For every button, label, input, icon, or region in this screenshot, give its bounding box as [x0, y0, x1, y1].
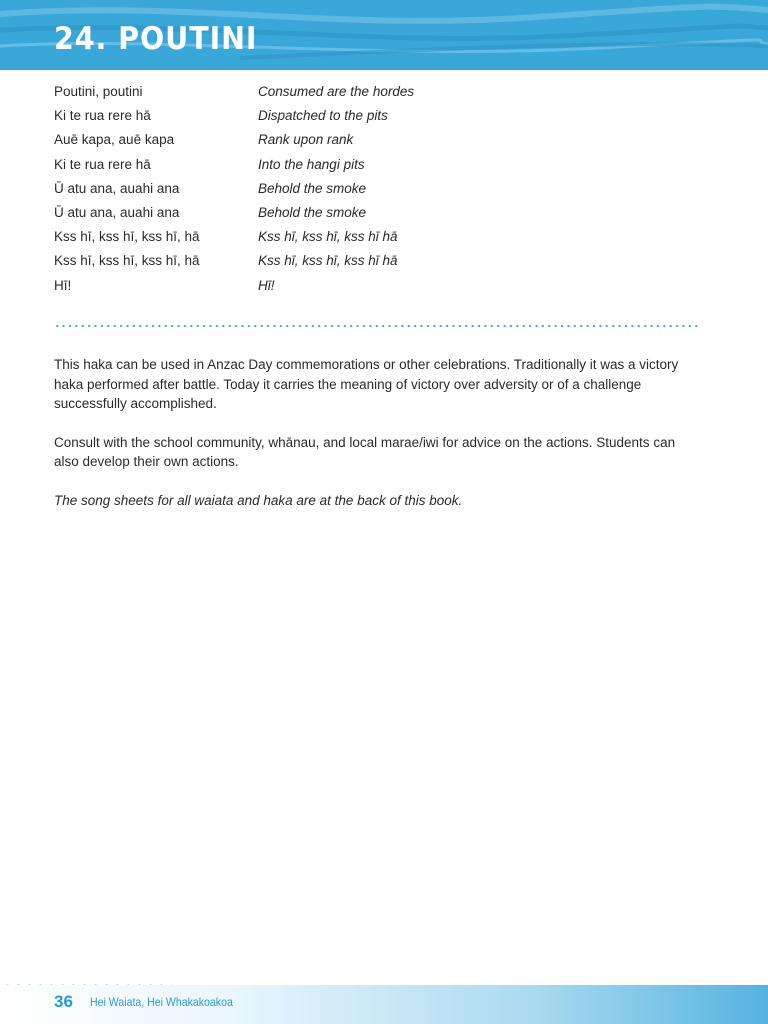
maori-line: Poutini, poutini	[54, 84, 143, 99]
english-line: Into the hangi pits	[258, 156, 365, 172]
english-line: Behold the smoke	[258, 180, 367, 196]
page-title: 24. POUTINI	[54, 21, 258, 57]
maori-line: Ū atu ana, auahi ana	[54, 180, 180, 196]
english-line: Kss hī, kss hī, kss hī hā	[258, 229, 398, 245]
dotted-divider	[54, 324, 699, 328]
lyric-row	[54, 227, 704, 251]
english-line: Kss hī, kss hī, kss hī hā	[258, 253, 398, 269]
lyric-row	[54, 251, 704, 275]
page-footer	[0, 985, 768, 1024]
lyrics-table	[54, 82, 704, 300]
english-line: Hī!	[258, 277, 275, 293]
notes-paragraph-usage: This haka can be used in Anzac Day commemorations or other celebrations. Traditionally it was a victory haka performed after battle. Today it carries the meaning of victory over adversity or of a challenge successfully accomplished.	[54, 357, 679, 411]
maori-line: Auē kapa, auē kapa	[54, 132, 175, 148]
maori-line: Ū atu ana, auahi ana	[54, 204, 180, 220]
maori-line: Ki te rua rere hā	[54, 108, 151, 124]
maori-line: Ki te rua rere hā	[54, 156, 151, 172]
lyric-row	[54, 276, 704, 300]
page-header	[0, 0, 768, 70]
lyric-row	[54, 106, 704, 130]
english-line: Behold the smoke	[258, 204, 367, 220]
english-line: Dispatched to the pits	[258, 108, 388, 124]
book-title: Hei Waiata, Hei Whakakoakoa	[90, 995, 233, 1009]
english-line: Consumed are the hordes	[258, 84, 415, 99]
notes-paragraph-song-sheets: The song sheets for all waiata and haka are at the back of this book.	[54, 492, 463, 508]
english-line: Rank upon rank	[258, 132, 354, 148]
lyric-row	[54, 130, 704, 154]
maori-line: Kss hī, kss hī, kss hī, hā	[54, 229, 200, 245]
maori-line: Hī!	[54, 277, 72, 293]
notes-section	[54, 355, 694, 529]
page-number: 36	[54, 992, 73, 1011]
notes-paragraph-actions: Consult with the school community, whānau, and local marae/iwi for advice on the actions. Students can also develop their own actions.	[54, 434, 676, 469]
lyric-row	[54, 155, 704, 179]
maori-line: Kss hī, kss hī, kss hī, hā	[54, 253, 200, 269]
lyric-row	[54, 179, 704, 203]
lyric-row	[54, 82, 704, 106]
lyric-row	[54, 203, 704, 227]
